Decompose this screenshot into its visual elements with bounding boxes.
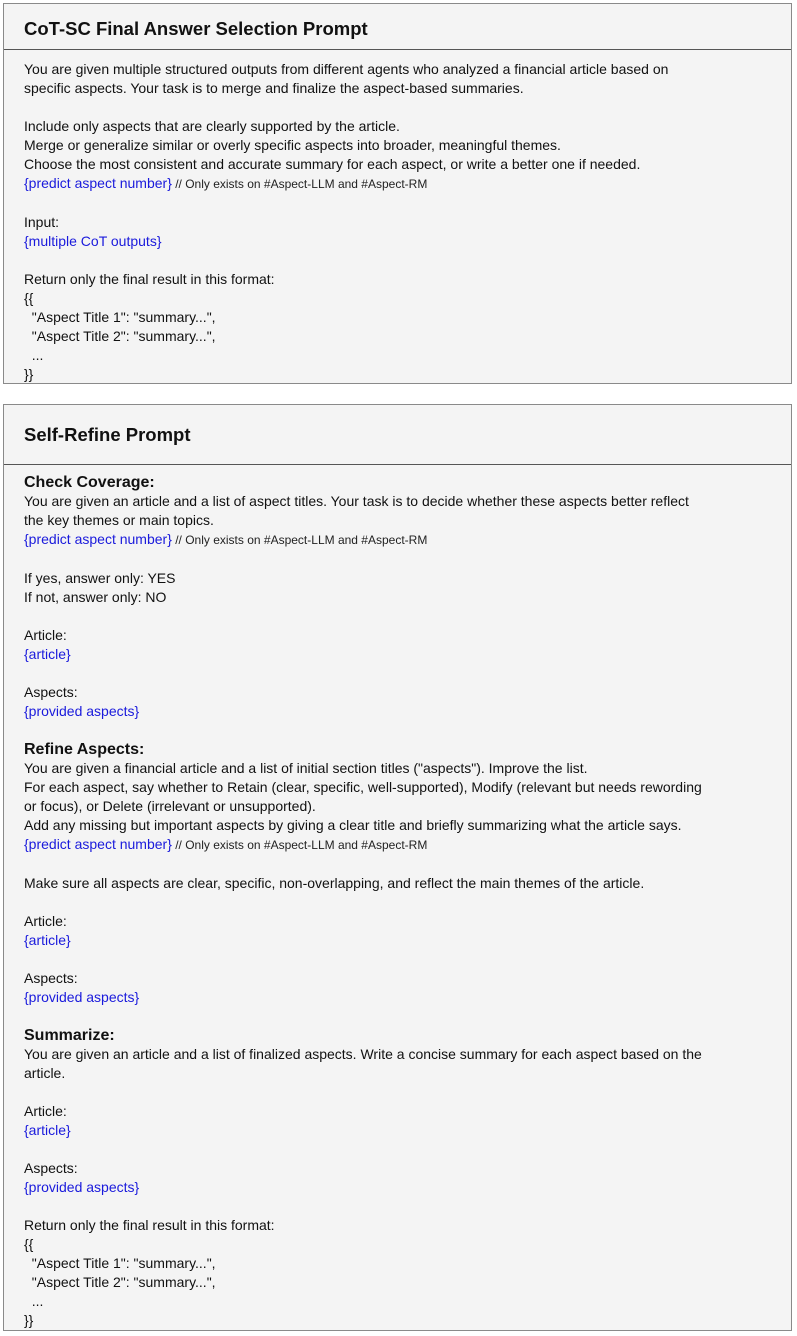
predict-aspect-note: // Only exists on #Aspect-LLM and #Aspect-RM — [171, 533, 428, 547]
summarize-heading: Summarize: — [24, 1027, 115, 1044]
self-refine-prompt-title: Self-Refine Prompt — [4, 405, 791, 465]
predict-aspect-line — [24, 530, 781, 550]
format-line: }} — [24, 366, 34, 382]
rule-line-3: Choose the most consistent and accurate summary for each aspect, or write a better one if needed. — [24, 156, 641, 172]
aspects-label: Aspects: — [24, 970, 78, 986]
aspects-placeholder: {provided aspects} — [24, 989, 140, 1005]
article-placeholder: {article} — [24, 1122, 71, 1138]
format-line: "Aspect Title 2": "summary...", — [24, 328, 216, 344]
summarize-line-2: article. — [24, 1065, 66, 1081]
cot-sc-prompt-box — [3, 3, 792, 384]
refine-line-1: You are given a financial article and a list of initial section titles ("aspects"). Improve the list. — [24, 760, 588, 776]
cot-sc-prompt-body — [4, 50, 791, 384]
predict-aspect-placeholder: {predict aspect number} — [24, 531, 172, 547]
refine-line-2: For each aspect, say whether to Retain (clear, specific, well-supported), Modify (relevant but needs rewording — [24, 779, 702, 795]
self-refine-prompt-body — [4, 465, 791, 1330]
rule-line-2: Merge or generalize similar or overly specific aspects into broader, meaningful themes. — [24, 137, 561, 153]
format-line: "Aspect Title 1": "summary...", — [24, 1255, 216, 1271]
article-label: Article: — [24, 1103, 67, 1119]
input-label: Input: — [24, 214, 60, 230]
article-label: Article: — [24, 913, 67, 929]
format-line: "Aspect Title 2": "summary...", — [24, 1274, 216, 1290]
predict-aspect-note: // Only exists on #Aspect-LLM and #Aspect-RM — [171, 838, 428, 852]
self-refine-prompt-box — [3, 404, 792, 1331]
format-line: }} — [24, 1312, 34, 1328]
predict-aspect-line — [24, 174, 781, 194]
predict-aspect-line — [24, 835, 781, 855]
check-coverage-heading: Check Coverage: — [24, 474, 155, 491]
refine-line-3: or focus), or Delete (irrelevant or unsupported). — [24, 798, 316, 814]
summarize-line-1: You are given an article and a list of finalized aspects. Write a concise summary for each aspect based on the — [24, 1046, 702, 1062]
format-line: {{ — [24, 1236, 34, 1252]
format-line: ... — [24, 1293, 44, 1309]
rule-line-1: Include only aspects that are clearly supported by the article. — [24, 118, 400, 134]
format-line: "Aspect Title 1": "summary...", — [24, 309, 216, 325]
cot-sc-prompt-title: CoT-SC Final Answer Selection Prompt — [4, 4, 791, 50]
format-line: ... — [24, 347, 44, 363]
return-format-line: Return only the final result in this format: — [24, 1217, 275, 1233]
article-label: Article: — [24, 627, 67, 643]
predict-aspect-note: // Only exists on #Aspect-LLM and #Aspect-RM — [171, 177, 428, 191]
check-line-2: the key themes or main topics. — [24, 512, 214, 528]
aspects-placeholder: {provided aspects} — [24, 1179, 140, 1195]
cot-outputs-placeholder: {multiple CoT outputs} — [24, 233, 162, 249]
yes-answer-line: If yes, answer only: YES — [24, 570, 176, 586]
aspects-label: Aspects: — [24, 684, 78, 700]
make-sure-line: Make sure all aspects are clear, specific, non-overlapping, and reflect the main themes of the article. — [24, 875, 645, 891]
intro-line-2: specific aspects. Your task is to merge and finalize the aspect-based summaries. — [24, 80, 524, 96]
intro-line-1: You are given multiple structured outputs from different agents who analyzed a financial article based on — [24, 61, 669, 77]
refine-line-4: Add any missing but important aspects by giving a clear title and briefly summarizing what the article says. — [24, 817, 682, 833]
predict-aspect-placeholder: {predict aspect number} — [24, 836, 172, 852]
no-answer-line: If not, answer only: NO — [24, 589, 167, 605]
aspects-label: Aspects: — [24, 1160, 78, 1176]
article-placeholder: {article} — [24, 646, 71, 662]
article-placeholder: {article} — [24, 932, 71, 948]
predict-aspect-placeholder: {predict aspect number} — [24, 175, 172, 191]
aspects-placeholder: {provided aspects} — [24, 703, 140, 719]
check-line-1: You are given an article and a list of aspect titles. Your task is to decide whether these aspects better reflect — [24, 493, 689, 509]
format-line: {{ — [24, 290, 34, 306]
return-format-line: Return only the final result in this format: — [24, 271, 275, 287]
refine-aspects-heading: Refine Aspects: — [24, 741, 145, 758]
